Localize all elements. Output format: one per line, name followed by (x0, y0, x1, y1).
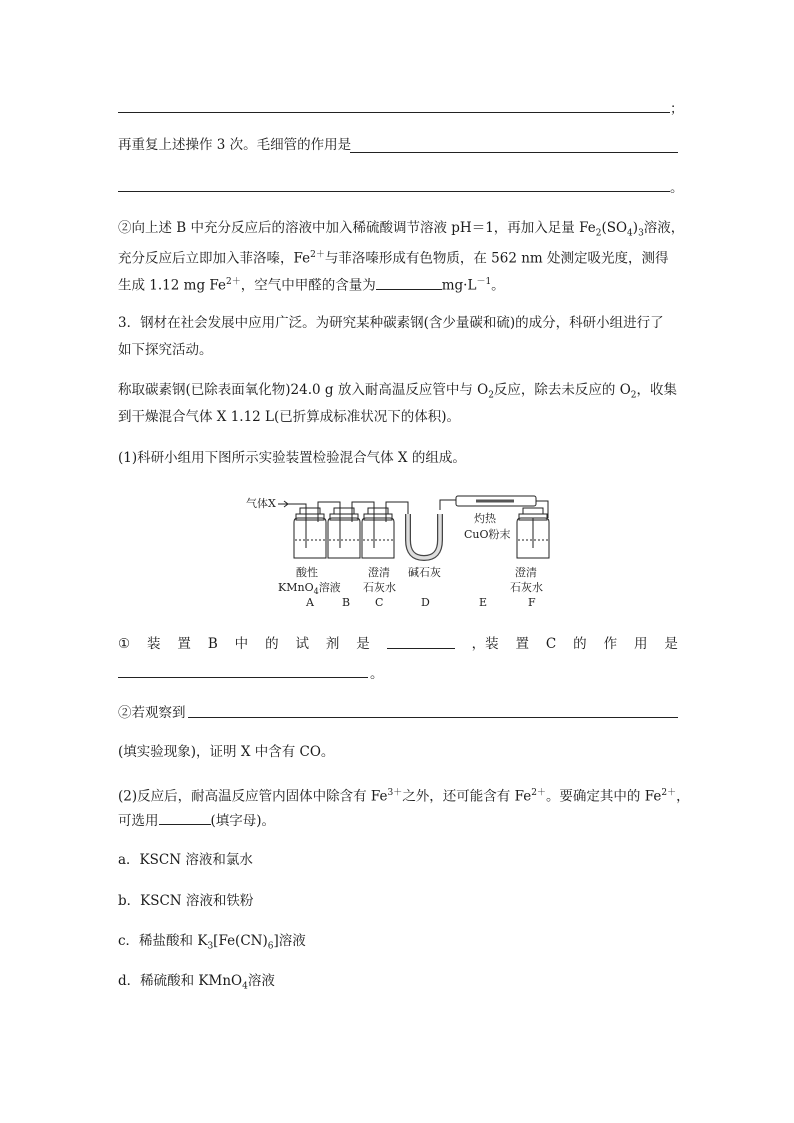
label-e-line1: 灼热 (474, 512, 496, 525)
bottle-a (294, 508, 326, 558)
option-a[interactable]: a．KSCN 溶液和氯水 (118, 852, 253, 868)
u-tube-d (408, 500, 456, 558)
step2-line1: ②向上述 B 中充分反应后的溶液中加入稀硫酸调节溶液 pH＝1，再加入足量 $Fe_2(SO_4)_3$溶液， (118, 220, 685, 239)
step2-line2: 充分反应后立即加入菲洛嗪，$Fe^{2+}$与菲洛嗪形成有色物质，在 562 nm 处测定吸光度，测得 (118, 250, 669, 267)
label-a-line2: KMnO$_4$溶液 (278, 581, 341, 596)
label-e-line2: CuO粉末 (464, 528, 511, 541)
bottle-f (517, 508, 549, 558)
sub-question-1-line1: ① 装 置 B 中 的 试 剂 是 ，装 置 C 的 作 用 是 (118, 636, 678, 652)
sub-question-2-line2: (填实验现象)，证明 X 中含有 CO。 (118, 744, 335, 760)
question-3-line1: 3．钢材在社会发展中应用广泛。为研究某种碳素钢(含少量碳和硫)的成分，科研小组进行了 (118, 315, 664, 331)
part-1-prompt: (1)科研小组用下图所示实验装置检验混合气体 X 的组成。 (118, 450, 466, 466)
sub-question-2-line1: ②若观察到 (118, 705, 186, 721)
answer-line[interactable] (118, 677, 368, 678)
question-3-line3: 称取碳素钢(已除表面氧化物)24.0 g 放入耐高温反应管中与 $O_2$反应，除去未反应的 $O_2$，收集 (118, 382, 678, 401)
label-f-line2: 石灰水 (510, 581, 543, 594)
connector-tube (386, 502, 408, 522)
option-c[interactable]: c．稀盐酸和 $K_3[Fe(CN)_6]$溶液 (118, 933, 306, 952)
label-a-line1: 酸性 (296, 566, 318, 579)
answer-line[interactable] (350, 152, 678, 153)
letter-e: E (479, 596, 488, 609)
label-c-line2: 石灰水 (363, 581, 396, 594)
letter-f: F (528, 596, 536, 609)
line-end-mark: ； (670, 101, 684, 117)
question-3-line2: 如下探究活动。 (118, 342, 213, 358)
part-2-line1: (2)反应后，耐高温反应管内固体中除含有 $Fe^{3+}$之外，还可能含有 $Fe^{2+}$。要确定其中的 $Fe^{2+}$， (118, 788, 690, 805)
arrow-icon (278, 501, 288, 507)
letter-c: C (375, 596, 384, 609)
line-end-mark: 。 (670, 180, 684, 196)
bottle-b (328, 508, 360, 558)
option-d[interactable]: d．稀硫酸和 KMnO$_4$溶液 (118, 973, 275, 992)
apparatus-diagram (244, 488, 554, 610)
answer-line[interactable] (118, 191, 670, 192)
label-f-line1: 澄清 (515, 566, 537, 579)
line-end-mark: 。 (370, 666, 384, 682)
letter-b: B (342, 596, 351, 609)
label-c-line1: 澄清 (368, 566, 390, 579)
answer-line[interactable] (118, 112, 670, 113)
capillary-question (118, 135, 351, 155)
connector-tube (352, 502, 374, 548)
option-b[interactable]: b．KSCN 溶液和铁粉 (118, 893, 254, 909)
letter-d: D (421, 596, 430, 609)
label-d: 碱石灰 (408, 566, 441, 579)
step2-line3: 生成 1.12 mg $Fe^{2+}$，空气中甲醛的含量为 $mg\cdot L^{-1}$。 (118, 272, 505, 296)
letter-a: A (306, 596, 314, 609)
question-text: 再重复上述操作 3 次。毛细管的作用是 (118, 137, 352, 153)
bottle-c (362, 508, 394, 558)
gas-x-label: 气体X (246, 497, 276, 510)
connector-tube (318, 502, 340, 548)
answer-line[interactable] (188, 717, 678, 718)
question-3-line4: 到干燥混合气体 X 1.12 L(已折算成标准状况下的体积)。 (118, 409, 461, 425)
answer-blank[interactable] (376, 275, 442, 290)
answer-blank-reagent[interactable] (387, 634, 455, 649)
part-2-line2: 可选用 (填字母)。 (118, 810, 275, 831)
answer-blank-choice[interactable] (159, 810, 211, 825)
